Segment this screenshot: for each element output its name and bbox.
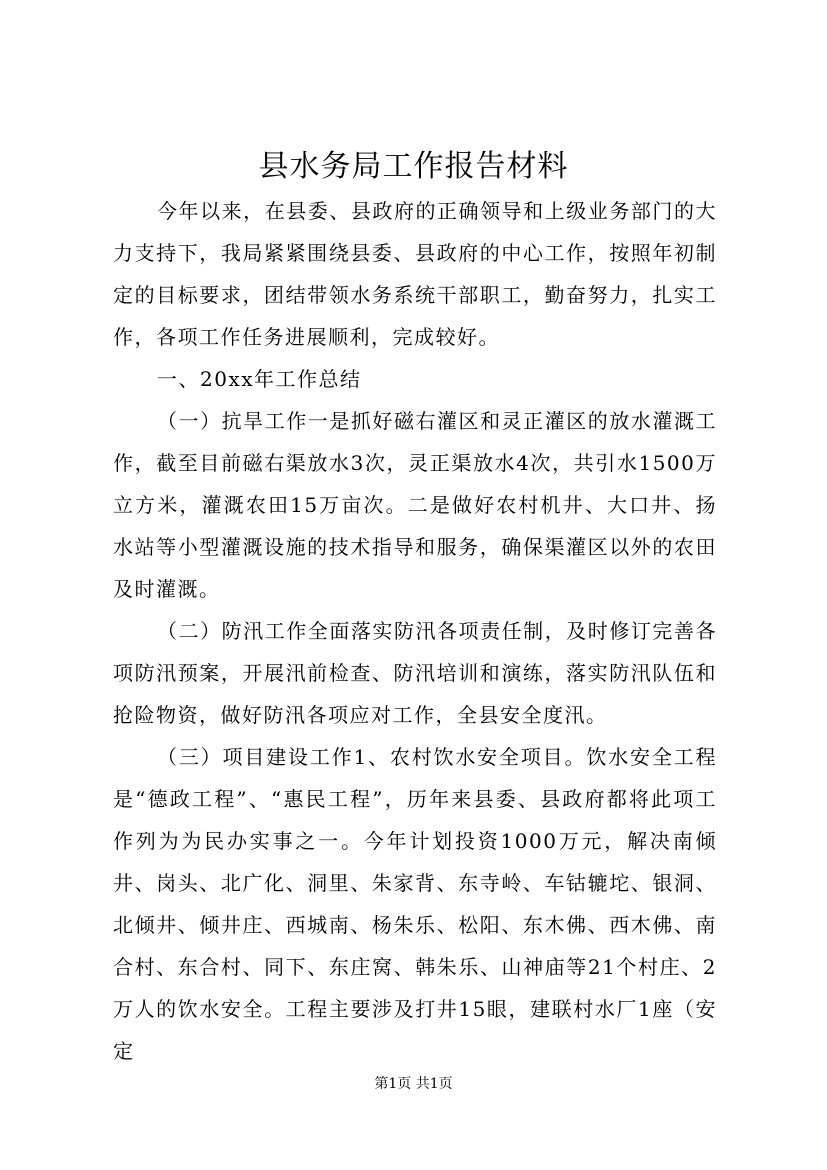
document-title: 县水务局工作报告材料: [258, 149, 569, 184]
page-footer: 第1页 共1页: [374, 1076, 453, 1092]
flood-control-paragraph: （二）防汛工作全面落实防汛各项责任制，及时修订完善各项防汛预案，开展汛前检查、防汛培训和演练，落实防汛队伍和抢险物资，做好防汛各项应对工作，全县安全度汛。: [113, 619, 717, 727]
project-construction-paragraph: （三）项目建设工作1、农村饮水安全项目。饮水安全工程是“德政工程”、“惠民工程”，历年来县委、县政府都将此项工作列为为民办实事之一。今年计划投资1000万元，解决南倾井、岗头、北广化、洞里、朱家背、东寺岭、车钴辘坨、银洞、北倾井、倾井庄、西城南、杨朱乐、松阳、东木佛、西木佛、南合村、东合村、同下、东庄窝、韩朱乐、山神庙等21个村庄、2万人的饮水安全。工程主要涉及打井15眼，建联村水厂1座（安定: [113, 745, 717, 1063]
section-heading: 一、20xx年工作总结: [157, 367, 362, 391]
drought-paragraph: （一）抗旱工作一是抓好磁右灌区和灵正灌区的放水灌溉工作，截至目前磁右渠放水3次，灵正渠放水4次，共引水1500万立方米，灌溉农田15万亩次。二是做好农村机井、大口井、扬水站等小型灌溉设施的技术指导和服务，确保渠灌区以外的农田及时灌溉。: [113, 409, 717, 601]
intro-paragraph: 今年以来，在县委、县政府的正确领导和上级业务部门的大力支持下，我局紧紧围绕县委、县政府的中心工作，按照年初制定的目标要求，团结带领水务系统干部职工，勤奋努力，扎实工作，各项工作任务进展顺利，完成较好。: [113, 199, 717, 349]
document-body: [113, 190, 717, 1072]
